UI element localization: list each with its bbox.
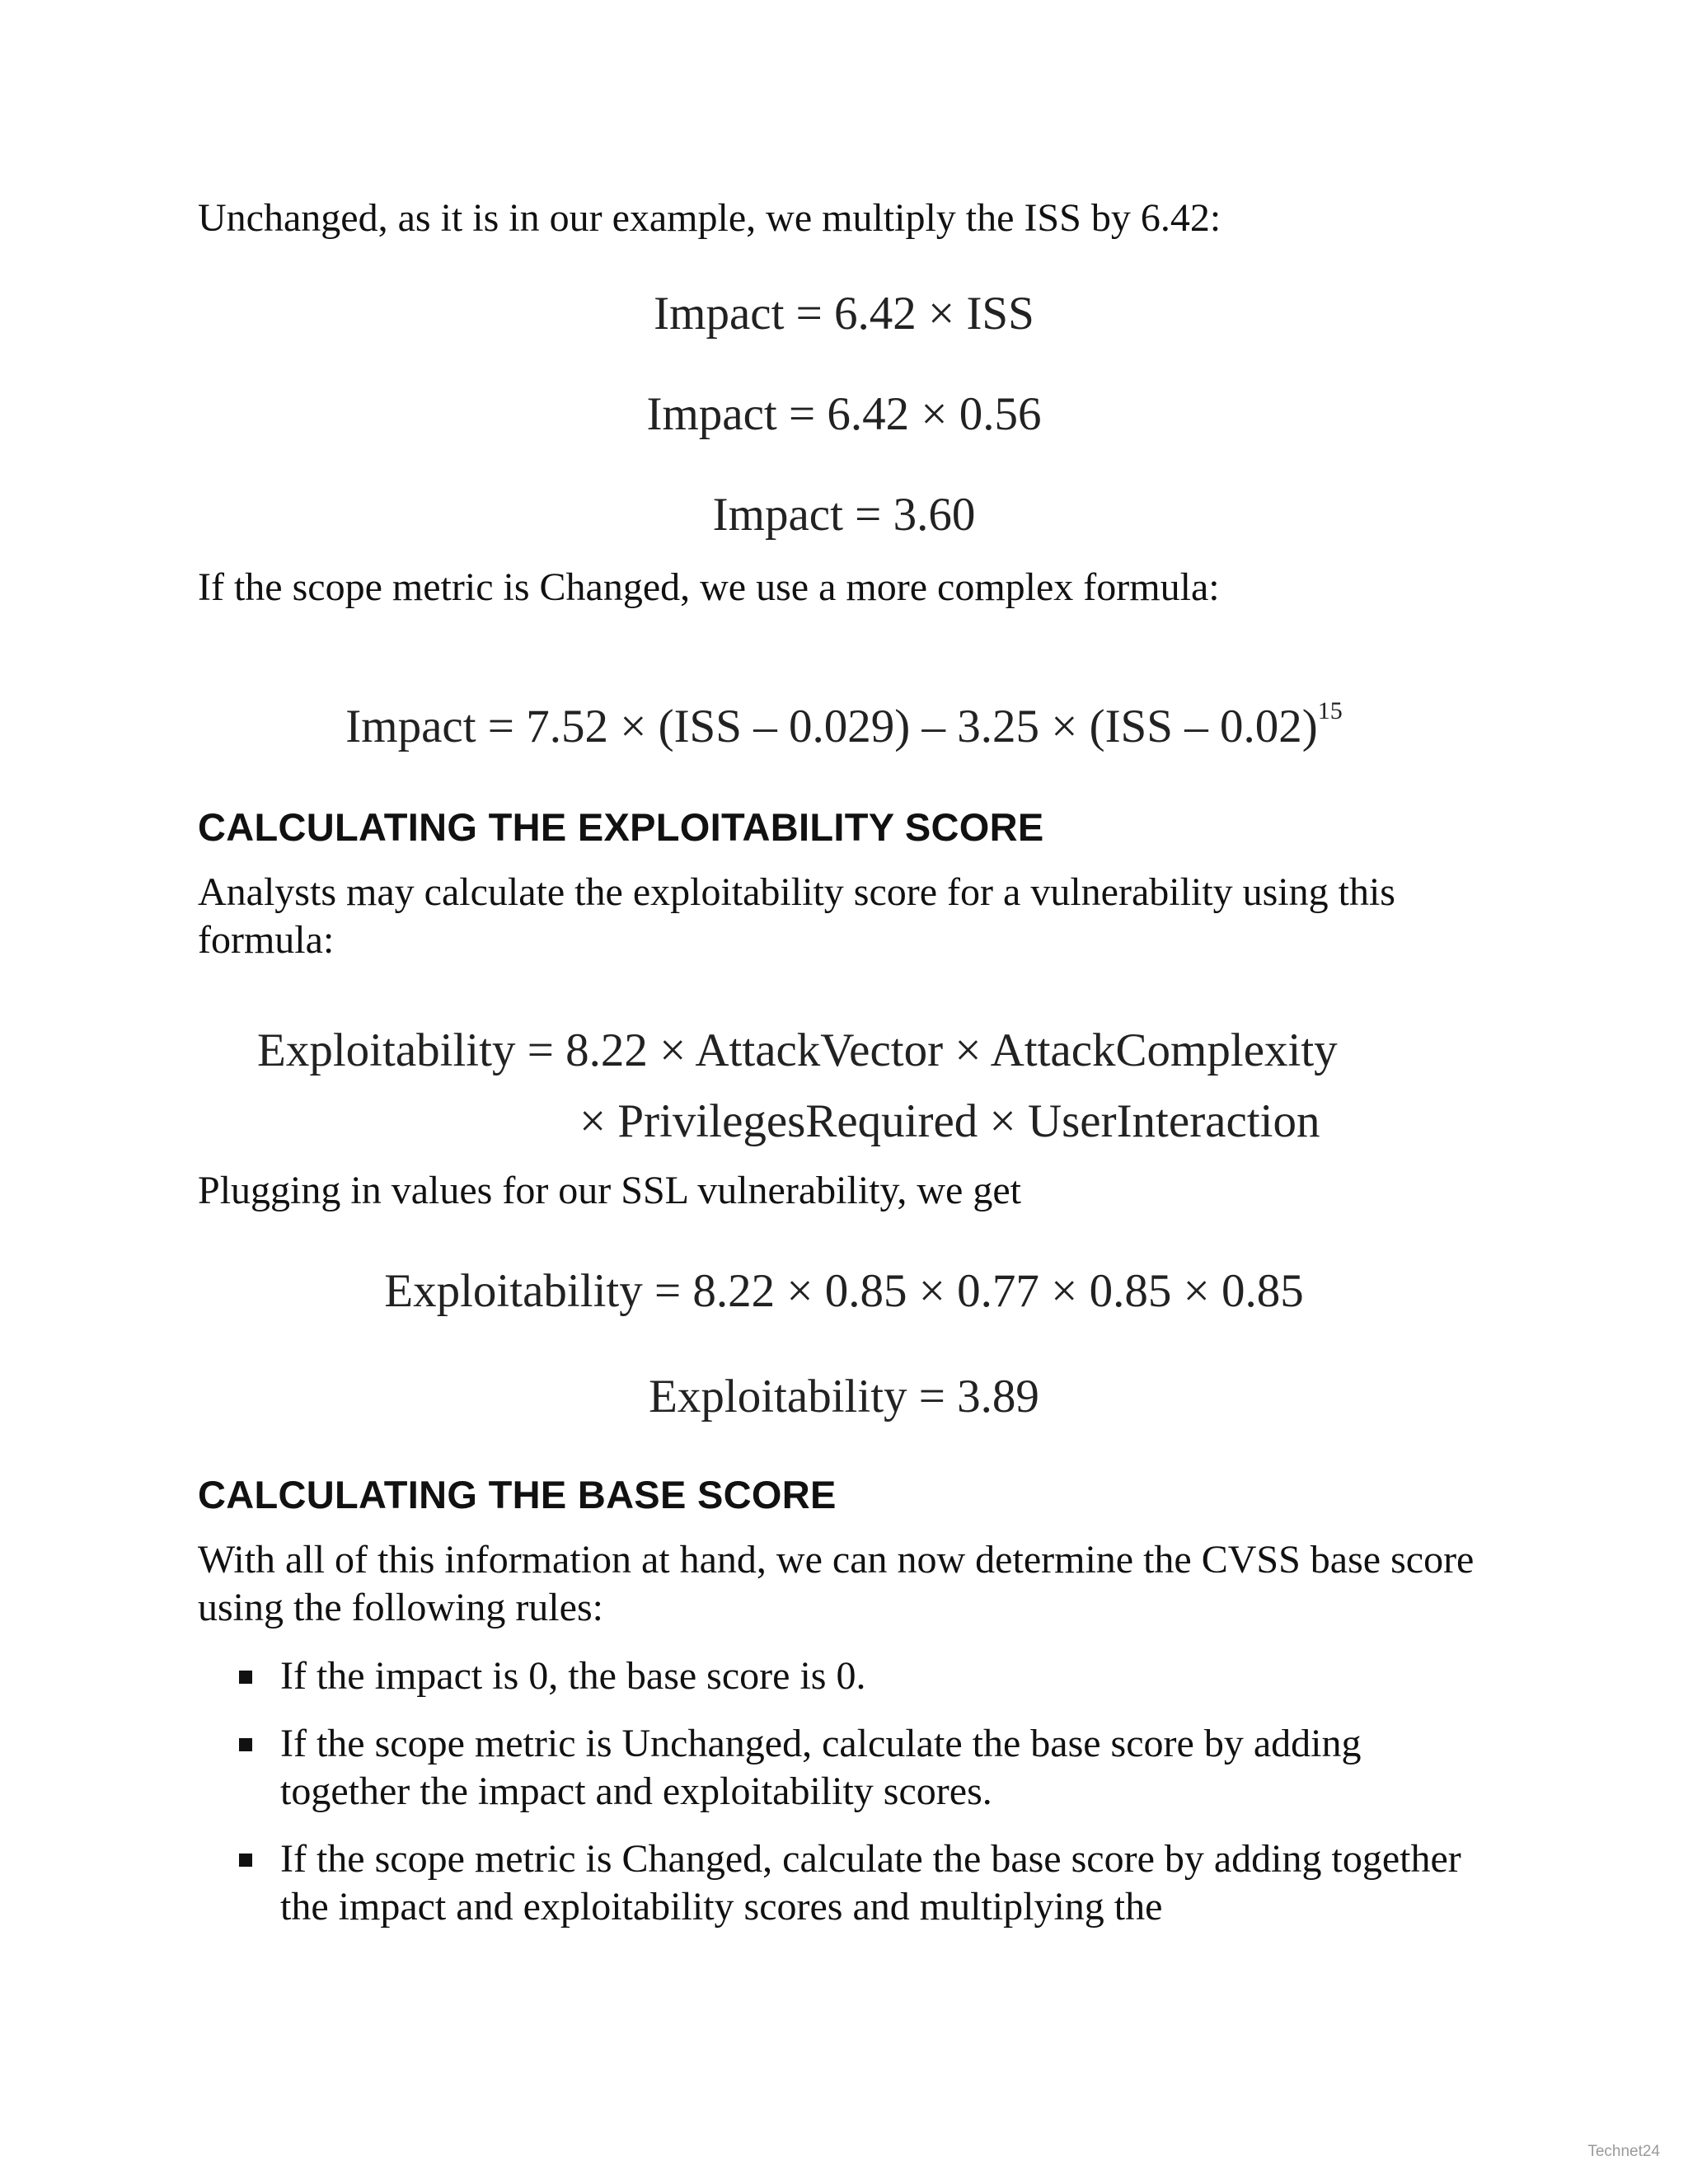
list-item <box>239 1652 1500 1700</box>
impact-result: Impact = 3.60 <box>712 489 976 541</box>
plugging-values-paragraph: Plugging in values for our SSL vulnerability, we get <box>198 1169 1021 1212</box>
intro-paragraph: Unchanged, as it is in our example, we multiply the ISS by 6.42: <box>198 196 1221 240</box>
exploitability-formula-line-1: Exploitability = 8.22 × AttackVector × AttackComplexity <box>257 1024 1338 1076</box>
square-bullet-icon <box>239 1671 252 1684</box>
footer-watermark: Technet24 <box>1587 2143 1660 2160</box>
impact-changed-formula-exponent: 15 <box>1317 697 1343 724</box>
list-item <box>239 1835 1500 1931</box>
base-score-paragraph: With all of this information at hand, we can now determine the CVSS base score using the following rules: <box>198 1538 1475 1629</box>
exploitability-result: Exploitability = 3.89 <box>649 1371 1039 1422</box>
rule-text: If the impact is 0, the base score is 0. <box>280 1654 866 1698</box>
exploitability-formula-line-2: × PrivilegesRequired × UserInteraction <box>579 1095 1320 1147</box>
square-bullet-icon <box>239 1854 252 1867</box>
exploitability-substitution: Exploitability = 8.22 × 0.85 × 0.77 × 0.85 × 0.85 <box>384 1265 1304 1317</box>
base-score-heading: CALCULATING THE BASE SCORE <box>198 1473 837 1516</box>
list-item <box>239 1720 1500 1816</box>
rule-text: If the scope metric is Unchanged, calculate the base score by adding together the impact and exploitability scores. <box>280 1722 1362 1813</box>
base-score-rules-list <box>239 1652 1500 1951</box>
exploitability-paragraph: Analysts may calculate the exploitability score for a vulnerability using this formula: <box>198 870 1395 962</box>
impact-substitution: Impact = 6.42 × 0.56 <box>646 388 1042 440</box>
exploitability-heading: CALCULATING THE EXPLOITABILITY SCORE <box>198 805 1044 849</box>
rule-text: If the scope metric is Changed, calculate the base score by adding together the impact and exploitability scores and multiplying the <box>280 1837 1461 1929</box>
impact-changed-formula-main: Impact = 7.52 × (ISS – 0.029) – 3.25 × (ISS – 0.02) <box>345 701 1318 752</box>
impact-formula: Impact = 6.42 × ISS <box>654 288 1034 340</box>
impact-changed-formula <box>0 684 1688 754</box>
changed-scope-paragraph: If the scope metric is Changed, we use a more complex formula: <box>198 565 1220 609</box>
square-bullet-icon <box>239 1738 252 1751</box>
